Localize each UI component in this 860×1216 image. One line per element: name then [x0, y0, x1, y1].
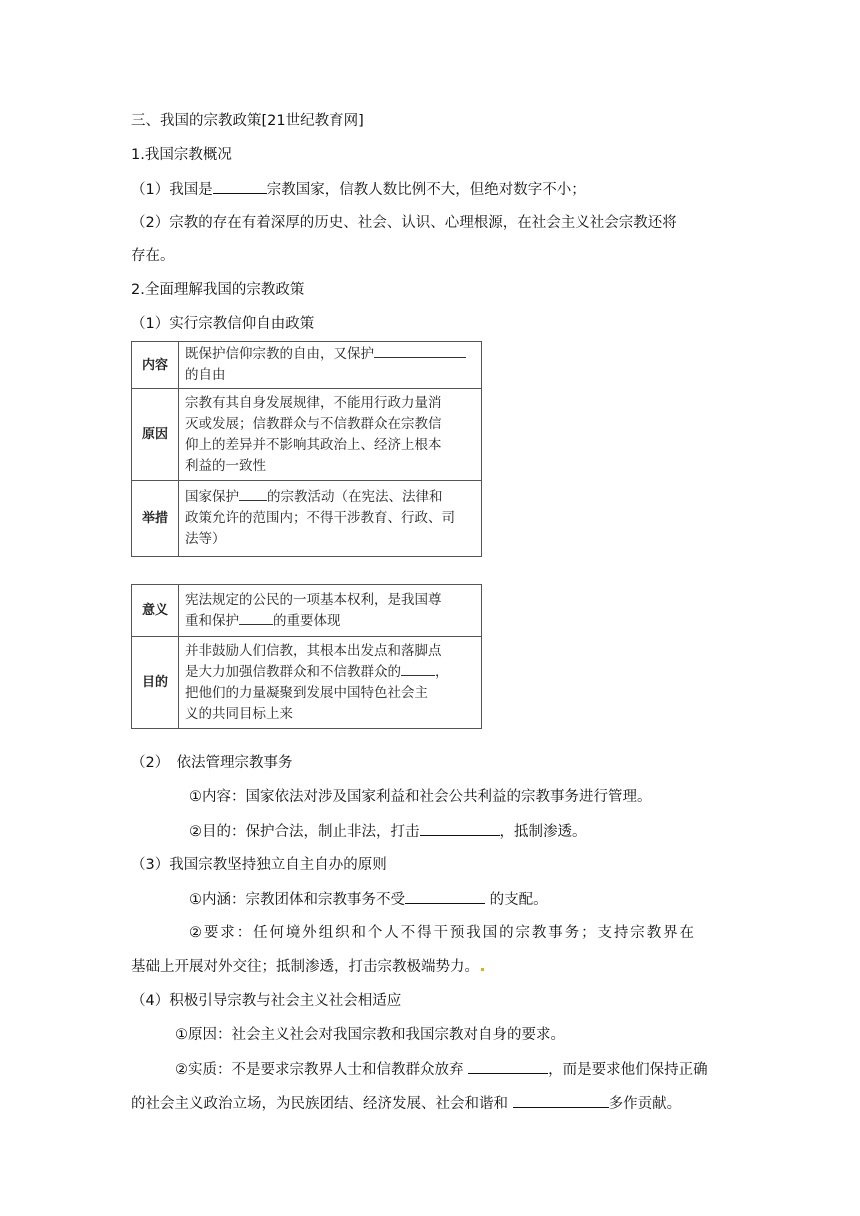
sub2-item-2: ②目的：保护合法，制止非法，打击 ，抵制渗透。	[189, 821, 587, 842]
policy-table-2	[131, 584, 482, 729]
table-head: 意义	[132, 585, 179, 637]
sub4-item-2a: ②实质：不是要求宗教界人士和信教群众放弃 ，而是要求他们保持正确	[175, 1059, 708, 1080]
sub-heading-2: （2） 依法管理宗教事务	[131, 755, 293, 771]
table-row	[132, 637, 482, 729]
policy-table-1	[131, 341, 482, 557]
paragraph-1	[131, 179, 586, 200]
section-title: 三、我国的宗教政策[21世纪教育网]	[131, 113, 364, 129]
blank-3[interactable]	[405, 889, 485, 904]
sub4-item-2b: 的社会主义政治立场，为民族团结、经济发展、社会和谐和 多作贡献。	[131, 1093, 681, 1114]
table-head: 举措	[132, 481, 179, 557]
sub3-item-1: ①内涵：宗教团体和宗教事务不受 的支配。	[189, 889, 548, 910]
blank-1[interactable]	[213, 179, 267, 194]
sub2-item-1: ①内容：国家依法对涉及国家利益和社会公共利益的宗教事务进行管理。	[189, 789, 652, 805]
heading-2: 2.全面理解我国的宗教政策	[131, 282, 305, 298]
sub-heading-4: （4）积极引导宗教与社会主义社会相适应	[131, 993, 402, 1009]
p1-pre: （1）我国是	[131, 182, 213, 198]
table-cell: 并非鼓励人们信教，其根本出发点和落脚点 是大力加强信教群众和不信教群众的 ， 把他们的力量凝聚到发展中国特色社会主 义的共同目标上来	[179, 637, 482, 729]
table-cell: 宪法规定的公民的一项基本权利，是我国尊 重和保护 的重要体现	[179, 585, 482, 637]
sub3-item-2a: ②要求：任何境外组织和个人不得干预我国的宗教事务；支持宗教界在	[189, 925, 696, 941]
table-head: 目的	[132, 637, 179, 729]
blank-5[interactable]	[513, 1093, 609, 1108]
table-cell: 既保护信仰宗教的自由，又保护 的自由	[179, 342, 482, 389]
sub3-item-2b: 基础上开展对外交往；抵制渗透，打击宗教极端势力。	[131, 957, 484, 977]
heading-1: 1.我国宗教概况	[131, 147, 232, 163]
table-row	[132, 585, 482, 637]
paragraph-2b: 存在。	[131, 248, 175, 264]
blank-4[interactable]	[468, 1059, 548, 1074]
paragraph-2a: （2）宗教的存在有着深厚的历史、社会、认识、心理根源，在社会主义社会宗教还将	[131, 215, 677, 231]
blank-table-3[interactable]	[239, 611, 273, 625]
table-row	[132, 481, 482, 557]
table-row	[132, 342, 482, 389]
p1-post: 宗教国家，信教人数比例不大，但绝对数字不小；	[266, 182, 586, 198]
sub4-item-1: ①原因：社会主义社会对我国宗教和我国宗教对自身的要求。	[175, 1027, 565, 1043]
sub-heading-3: （3）我国宗教坚持独立自主自办的原则	[131, 857, 387, 873]
table-cell: 国家保护 的宗教活动（在宪法、法律和 政策允许的范围内；不得干涉教育、行政、司 法等）	[179, 481, 482, 557]
table-head: 内容	[132, 342, 179, 389]
table-head: 原因	[132, 389, 179, 481]
table-row	[132, 389, 482, 481]
blank-table-1[interactable]	[374, 344, 466, 358]
sub-heading-1: （1）实行宗教信仰自由政策	[131, 316, 315, 332]
blank-table-4[interactable]	[401, 662, 435, 676]
table-cell: 宗教有其自身发展规律，不能用行政力量消 灭或发展；信教群众与不信教群众在宗教信 仰上的差异并不影响其政治上、经济上根本 利益的一致性	[179, 389, 482, 481]
mark-dot	[481, 968, 484, 971]
blank-table-2[interactable]	[239, 487, 267, 501]
blank-2[interactable]	[420, 821, 500, 836]
